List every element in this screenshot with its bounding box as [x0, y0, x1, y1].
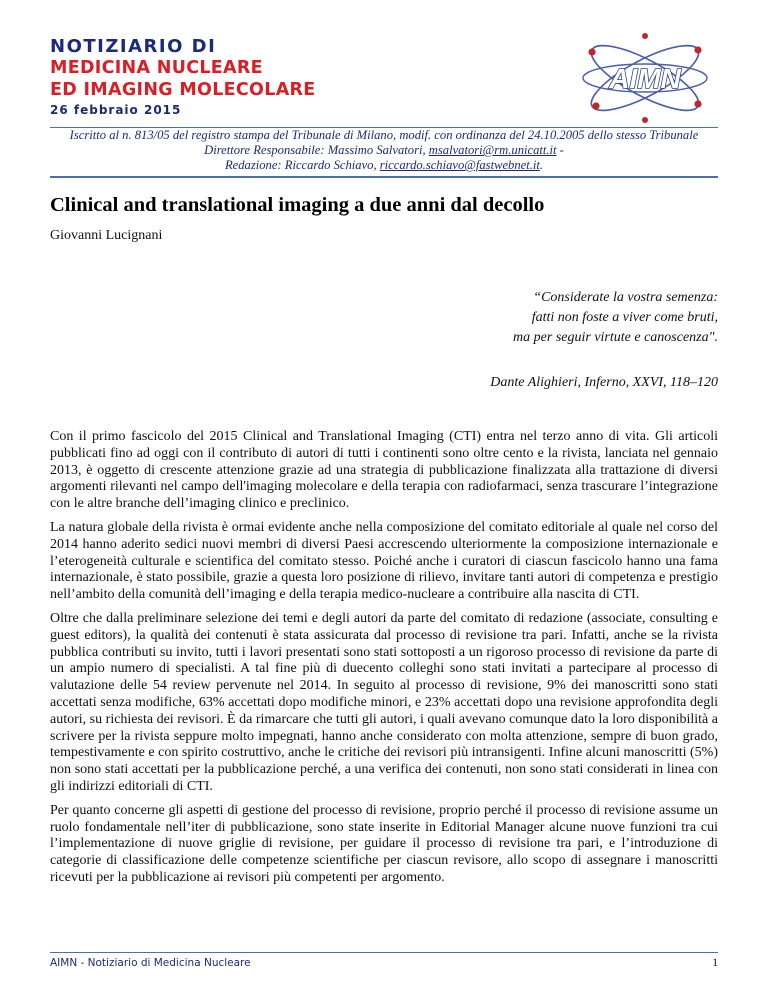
- body-paragraph: La natura globale della rivista è ormai evidente anche nella composizione del comitato editoriale al quale nel corso del 2014 hanno aderito sedici nuovi membri di diversi Paesi accrescendo ulteriormente la composizione internazionale e l’eterogeneità culturale e scientifica del comitato stesso. Poiché anche i curatori di ciascun fascicolo hanno una fama internazionale, è stato possibile, grazie a questa loro posizione di rilievo, invitare tanti autori di competenza e prestigio nell’ambito della comunità dell’imaging e della terapia medico-nucleare a contribuire alla nascita di CTI.: [50, 519, 718, 603]
- masthead: [50, 36, 610, 117]
- director-label: Direttore Responsabile: Massimo Salvatori,: [204, 143, 429, 157]
- registration-line-1: Iscritto al n. 813/05 del registro stampa del Tribunale di Milano, modif. con ordinanza del 24.10.2005 dello stesso Tribunale: [69, 128, 699, 142]
- epigraph-source: Dante Alighieri, Inferno, XXVI, 118–120: [490, 375, 718, 390]
- footer-publication: AIMN - Notiziario di Medicina Nucleare: [50, 957, 251, 969]
- quote-line: “Considerate la vostra semenza:: [533, 290, 718, 305]
- header-rule-bottom: [50, 176, 718, 178]
- aimn-logo: [572, 28, 718, 128]
- editorial-suffix: .: [539, 158, 544, 172]
- registration-line-2: [50, 143, 718, 158]
- director-email-link[interactable]: msalvatori@rm.unicatt.it: [428, 143, 557, 157]
- registration-info: [50, 128, 718, 173]
- body-paragraph: Oltre che dalla preliminare selezione dei temi e degli autori da parte del comitato di redazione (associate, consulting e guest editors), la qualità dei contenuti è stata assicurata dal processo di revisione tra pari. Infatti, anche se la rivista pubblica contributi su invito, tutti i lavori presentati sono stati sottoposti a un rigoroso processo di revisione da parte di un ampio numero di specialisti. A tal fine più di duecento colleghi sono stati invitati a partecipare al processo di valutazione delle 54 review pervenute nel 2014. In seguito al processo di revisione, 9% dei manoscritti sono stati accettati senza modifiche, 63% accettati dopo modifiche minori, e 23% accettati dopo una revisione approfondita degli autori, su richiesta dei revisori. È da rimarcare che tutti gli autori, i quali avevano comunque dato la loro disponibilità a scrivere per la rivista seppure molto impegnati, hanno anche considerato con molta attenzione, sempre di buon grado, tempestivamente e con spirito costruttivo, anche le critiche dei revisori più intransigenti. Infine alcuni manoscritti (5%) non sono stati accettati per la pubblicazione perché, a una verifica dei contenuti, non sono stati considerati in linea con gli indirizzi editoriali di CTI.: [50, 610, 718, 794]
- editorial-email-link[interactable]: riccardo.schiavo@fastwebnet.it: [379, 158, 540, 172]
- logo-text: AIMN: [609, 63, 681, 94]
- editorial-label: Redazione: Riccardo Schiavo,: [224, 158, 380, 172]
- body-paragraph: Con il primo fascicolo del 2015 Clinical and Translational Imaging (CTI) entra nel terzo anno di vita. Gli articoli pubblicati fino ad oggi con il contributo di autori di tutti i continenti sono oltre cento e la rivista, lanciata nel gennaio 2013, è oggetto di crescente attenzione grazie ad una strategia di pubblicazione finalizzata alla trattazione di diversi argomenti rilevanti nel campo dell'imaging molecolare e della terapia con radiofarmaci, senza trascurare l’integrazione con le altre branche dell’imaging clinico e preclinico.: [50, 429, 718, 512]
- director-suffix: -: [556, 143, 564, 157]
- registration-line-3: [50, 158, 718, 173]
- footer-rule: [50, 952, 718, 953]
- masthead-line-3: ED IMAGING MOLECOLARE: [50, 80, 316, 100]
- quote-line: fatti non foste a viver come bruti,: [531, 310, 718, 325]
- body-paragraph: Per quanto concerne gli aspetti di gestione del processo di revisione, proprio perché il processo di revisione assume un ruolo fondamentale nell’iter di pubblicazione, sono state inserite in Editorial Manager alcune nuove funzioni tra cui l’implementazione di nuove griglie di revisione, per guidare il processo di revisione tra pari, e l’introduzione di categorie di classificazione delle competenze scientifiche per ciascun revisore, allo scopo di assegnare i manoscritti ricevuti per la pubblicazione ai revisori più competenti per argomento.: [50, 802, 718, 885]
- article-title: Clinical and translational imaging a due anni dal decollo: [50, 194, 545, 216]
- issue-date: 26 febbraio 2015: [50, 103, 182, 117]
- masthead-line-2: MEDICINA NUCLEARE: [50, 58, 263, 78]
- epigraph-quote: [513, 288, 718, 348]
- page-number: 1: [712, 957, 718, 969]
- article-body: [50, 429, 718, 894]
- quote-line: ma per seguir virtute e canoscenza".: [513, 330, 718, 345]
- masthead-line-1: NOTIZIARIO DI: [50, 36, 217, 57]
- article-author: Giovanni Lucignani: [50, 228, 163, 243]
